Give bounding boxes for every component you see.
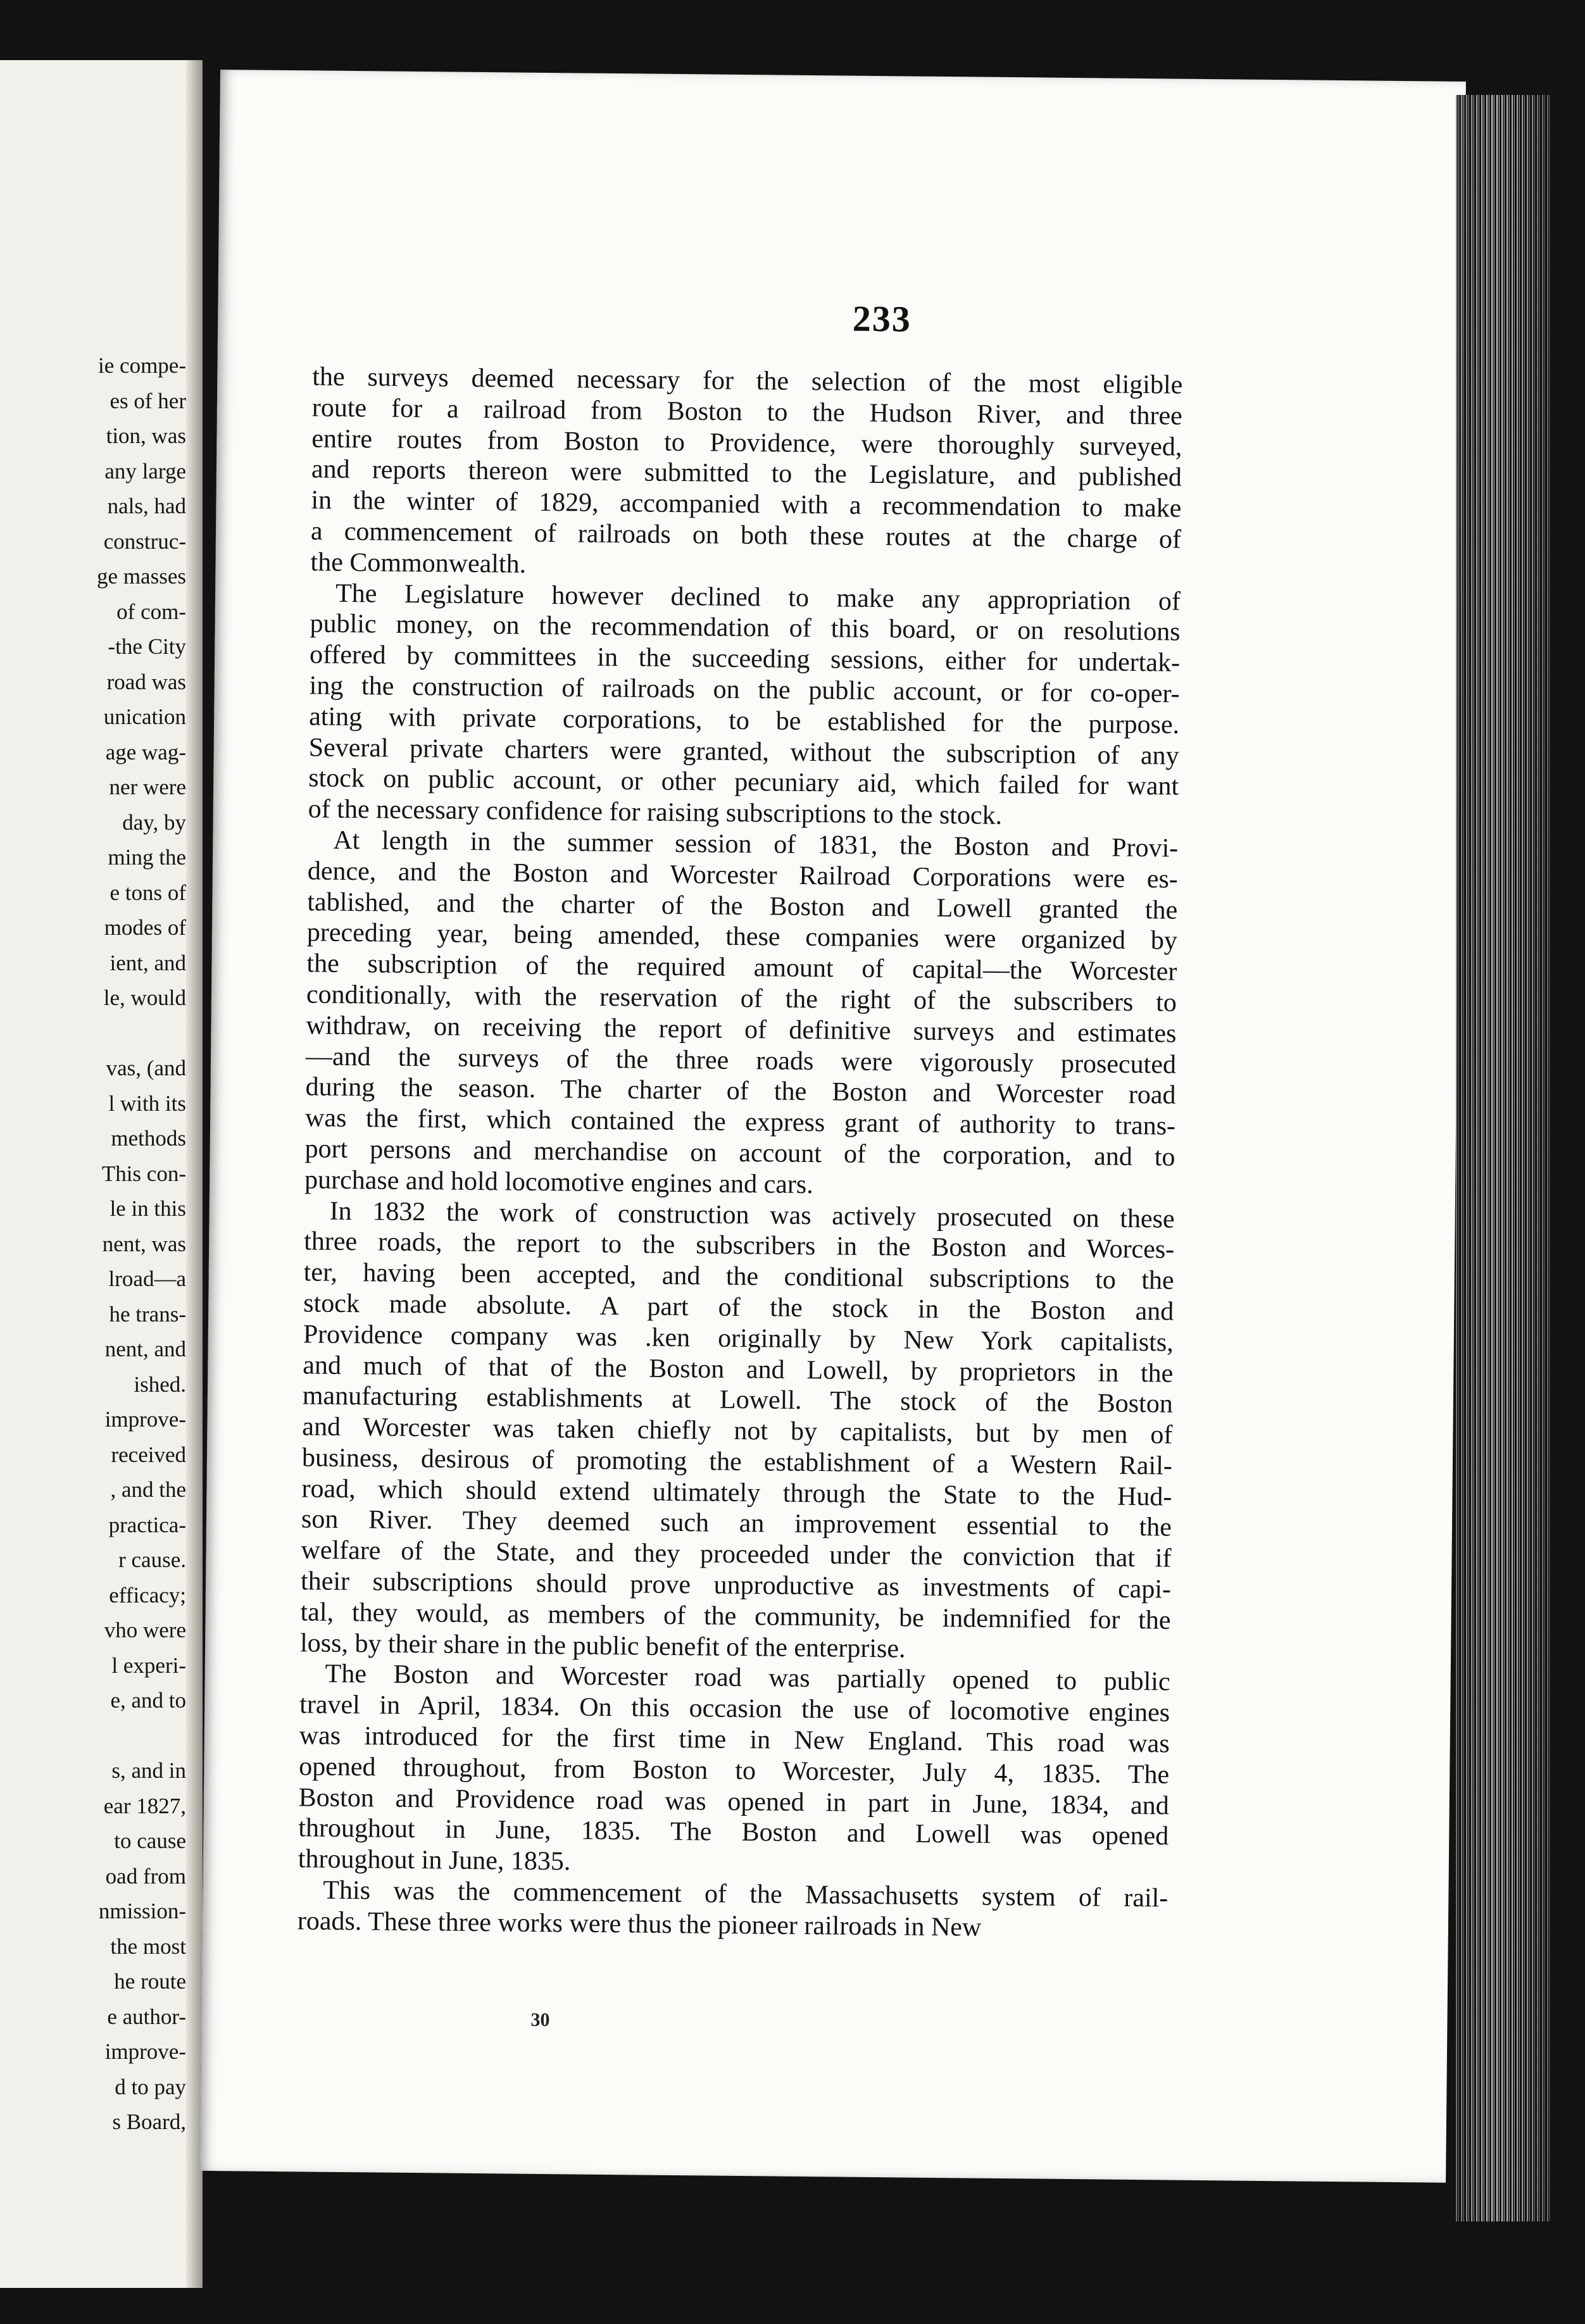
left-page-line: to cause (114, 1828, 186, 1853)
left-page-line: improve- (104, 2039, 186, 2064)
left-page-line: ge masses (97, 564, 186, 589)
left-page-line: ear 1827, (103, 1793, 186, 1818)
left-page-line: d to pay (115, 2074, 186, 2099)
text-line: opened throughout, from Boston to Worcester, July 4, 1835. The (299, 1752, 1170, 1790)
left-page-line: e author- (107, 2004, 186, 2029)
text-line: offered by committees in the succeeding sessions, either for undertak- (309, 640, 1181, 678)
text-line: withdraw, on receiving the report of definitive surveys and estimates (306, 1011, 1177, 1049)
left-page-line: construc- (103, 528, 186, 554)
text-line: tal, they would, as members of the community, be indemnified for the (300, 1597, 1171, 1635)
text-line: stock made absolute. A part of the stock in the Boston and (303, 1289, 1174, 1327)
left-page-line: the most (110, 1934, 186, 1959)
left-page-line: , and the (110, 1477, 186, 1502)
text-line: roads. These three works were thus the pioneer railroads in New (297, 1906, 982, 1942)
left-page-line: r cause. (118, 1547, 186, 1572)
left-page-line: nent, was (102, 1231, 186, 1256)
text-line: In 1832 the work of construction was actively prosecuted on these (329, 1196, 1175, 1234)
text-line: three roads, the report to the subscribers in the Boston and Worces- (304, 1227, 1175, 1265)
text-line: business, desirous of promoting the establishment of a Western Rail- (301, 1443, 1173, 1481)
text-line: Several private charters were granted, without the subscription of any (308, 732, 1179, 771)
text-line: The Legislature however declined to make any appropriation of (335, 578, 1181, 616)
page-edges-shadow (1456, 95, 1551, 2221)
left-page-line: nent, and (104, 1337, 186, 1361)
left-page-line: lroad—a (108, 1266, 186, 1291)
left-page-line: modes of (104, 915, 186, 940)
left-page-line: le in this (110, 1196, 186, 1221)
text-line: conditionally, with the reservation of the right of the subscribers to (306, 980, 1177, 1018)
left-page-line: he route (114, 1969, 186, 1994)
text-line: ing the construction of railroads on the public account, or for co-oper- (309, 671, 1180, 709)
text-line: welfare of the State, and they proceeded under the conviction that if (301, 1535, 1172, 1573)
left-page-line: s Board, (112, 2109, 186, 2134)
text-line: was introduced for the first time in New England. This road was (299, 1721, 1170, 1759)
text-line: son River. They deemed such an improvement essential to the (301, 1504, 1172, 1543)
left-page-line: of com- (116, 599, 186, 624)
left-page-line: ner were (109, 775, 186, 799)
left-page-line: ie compe- (98, 353, 186, 378)
book-gutter-shadow (186, 60, 203, 2288)
text-line: public money, on the recommendation of this board, or on resolutions (310, 609, 1181, 647)
left-page-line: s, and in (111, 1758, 186, 1783)
text-line: This was the commencement of the Massachusetts system of rail- (323, 1875, 1168, 1913)
left-page-line: day, by (122, 809, 186, 835)
text-line: the surveys deemed necessary for the selection of the most eligible (312, 362, 1183, 400)
left-page-line: unication (103, 704, 186, 729)
left-page-line: methods (111, 1126, 186, 1151)
left-page-line: he trans- (109, 1301, 186, 1327)
left-page-line: efficacy; (109, 1582, 186, 1608)
left-page-line: nmission- (98, 1899, 186, 1923)
left-page-text-fragments (0, 348, 186, 2140)
text-line: ating with private corporations, to be established for the purpose. (308, 702, 1180, 740)
left-page-line: vas, (and (106, 1056, 186, 1080)
text-line: road, which should extend ultimately through the State to the Hud- (301, 1474, 1172, 1512)
left-page-line: ming the (108, 845, 186, 870)
text-line: travel in April, 1834. On this occasion the use of locomotive engines (299, 1690, 1170, 1728)
left-page-line: received (111, 1442, 186, 1467)
left-page-line: tion, was (106, 423, 186, 448)
text-line: At length in the summer session of 1831, the Boston and Provi- (333, 825, 1179, 863)
left-page-line: road was (106, 669, 186, 694)
text-line: throughout in June, 1835. The Boston and Lowell was opened (298, 1813, 1169, 1851)
left-page-line: l experi- (111, 1652, 186, 1678)
left-page-line: l with its (108, 1090, 186, 1116)
left-facing-page (0, 60, 203, 2288)
left-page-line: any large (104, 458, 186, 484)
text-line: tablished, and the charter of the Boston and Lowell granted the (307, 887, 1178, 925)
left-page-line: -the City (108, 634, 186, 659)
left-page-line: oad from (105, 1863, 186, 1889)
left-page-line: es of her (110, 388, 186, 413)
left-page-line: practica- (108, 1512, 186, 1537)
right-page (200, 70, 1466, 2183)
left-page-line: e, and to (110, 1688, 186, 1713)
text-line: Boston and Providence road was opened in part in June, 1834, and (298, 1782, 1169, 1821)
left-page-line: le, would (103, 985, 186, 1010)
text-line: of the necessary confidence for raising subscriptions to the stock. (308, 794, 1003, 831)
text-line: and much of that of the Boston and Lowell, by proprietors in the (303, 1350, 1174, 1389)
text-line: ter, having been accepted, and the conditional subscriptions to the (303, 1258, 1174, 1296)
text-line: preceding year, being amended, these companies were organized by (306, 918, 1178, 956)
text-line: during the season. The charter of the Boston and Worcester road (305, 1072, 1176, 1110)
left-page-line: vho were (104, 1618, 186, 1642)
text-line: their subscriptions should prove unproductive as investments of capi- (300, 1566, 1172, 1604)
text-line: port persons and merchandise on account of the corporation, and to (304, 1134, 1175, 1172)
left-page-line: nals, had (107, 494, 186, 518)
page-number: 233 (852, 297, 912, 340)
text-line: Providence company was .ken originally by New York capitalists, (303, 1320, 1174, 1358)
left-page-line: ished. (134, 1371, 186, 1397)
left-page-line: improve- (104, 1407, 186, 1432)
text-line: and reports thereon were submitted to the Legislature, and published (311, 454, 1182, 492)
left-page-line (0, 1718, 186, 1754)
left-page-line: e tons of (110, 880, 186, 905)
left-page-line (0, 1016, 186, 1051)
text-line: a commencement of railroads on both these routes at the charge of (310, 516, 1182, 554)
text-line: stock on public account, or other pecuniary aid, which failed for want (308, 763, 1179, 801)
left-page-line: age wag- (105, 739, 186, 765)
text-line: entire routes from Boston to Providence, were thoroughly surveyed, (311, 424, 1182, 462)
text-line: —and the surveys of the three roads were vigorously prosecuted (305, 1041, 1177, 1080)
text-line: route for a railroad from Boston to the Hudson River, and three (311, 393, 1183, 431)
text-line: the subscription of the required amount of capital—the Worcester (306, 949, 1177, 987)
left-page-line: ient, and (110, 950, 186, 975)
text-line: was the first, which contained the express grant of authority to trans- (304, 1103, 1176, 1141)
page-body-text (298, 361, 1183, 1945)
text-line: throughout in June, 1835. (298, 1844, 571, 1877)
left-page-line: This con- (101, 1161, 186, 1186)
text-line: The Boston and Worcester road was partially opened to public (325, 1659, 1170, 1697)
text-line: and Worcester was taken chiefly not by capitalists, but by men of (302, 1412, 1173, 1450)
text-line: purchase and hold locomotive engines and cars. (304, 1165, 813, 1199)
text-line: manufacturing establishments at Lowell. The stock of the Boston (302, 1381, 1174, 1419)
text-line: loss, by their share in the public benefit of the enterprise. (299, 1628, 906, 1664)
text-line: in the winter of 1829, accompanied with a recommendation to make (311, 485, 1182, 523)
signature-mark: 30 (530, 2009, 550, 2031)
text-line: the Commonwealth. (310, 547, 527, 579)
text-line: dence, and the Boston and Worcester Railroad Corporations were es- (307, 856, 1179, 894)
